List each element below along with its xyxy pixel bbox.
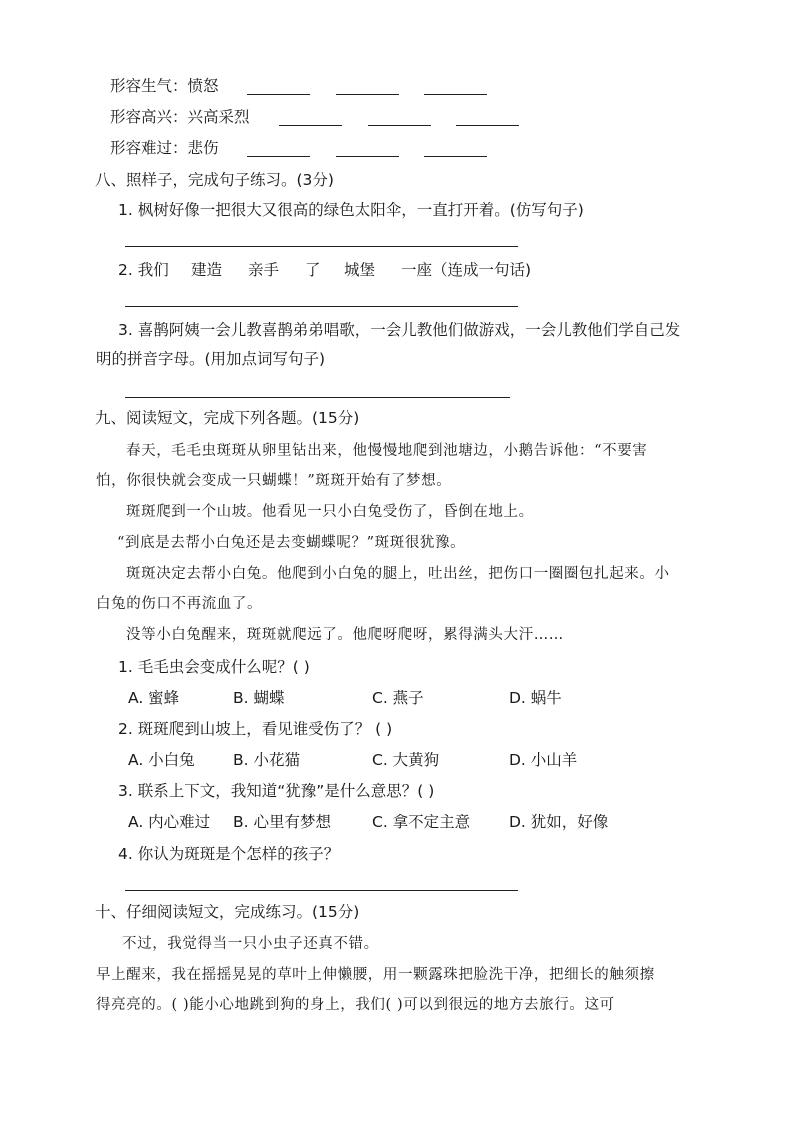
synonym-label: 形容难过：悲伤 xyxy=(110,139,219,157)
passage-line: 得亮亮的。( )能小心地跳到狗的身上，我们( )可以到很远的地方去旅行。这可 xyxy=(96,997,615,1013)
answer-line[interactable] xyxy=(125,397,510,398)
option-c[interactable]: C. 拿不定主意 xyxy=(372,813,471,831)
answer-blank[interactable] xyxy=(368,111,431,126)
answer-blank[interactable] xyxy=(336,142,399,157)
s8-question-2-word: 城堡 xyxy=(344,261,376,279)
s8-question-1: 1. 枫树好像一把很大又很高的绿色太阳伞，一直打开着。(仿写句子) xyxy=(118,201,584,219)
synonym-row-2 xyxy=(110,107,250,127)
option-a[interactable]: A. 蜜蜂 xyxy=(128,689,180,707)
answer-blank[interactable] xyxy=(247,142,310,157)
s9-question-1: 1. 毛毛虫会变成什么呢？( ) xyxy=(118,658,310,676)
passage-line: 怕，你很快就会变成一只蝴蝶！”斑斑开始有了梦想。 xyxy=(96,473,452,489)
passage-line: 早上醒来，我在摇摇晃晃的草叶上伸懒腰，用一颗露珠把脸洗干净，把细长的触须擦 xyxy=(96,967,655,983)
option-d[interactable]: D. 犹如，好像 xyxy=(509,813,609,831)
s9-question-4: 4. 你认为斑斑是个怎样的孩子？ xyxy=(118,845,340,863)
s8-question-3-line-1: 3. 喜鹊阿姨一会儿教喜鹊弟弟唱歌，一会儿教他们做游戏，一会儿教他们学自己发 xyxy=(118,321,681,339)
answer-line[interactable] xyxy=(125,246,518,247)
s8-question-3-line-2: 明的拼音字母。(用加点词写句子) xyxy=(96,350,326,368)
passage-line: 斑斑决定去帮小白兔。他爬到小白兔的腿上，吐出丝，把伤口一圈圈包扎起来。小 xyxy=(126,566,670,582)
s8-question-2-word: 了 xyxy=(305,261,321,279)
answer-blank[interactable] xyxy=(424,142,487,157)
passage-line: 白兔的伤口不再流血了。 xyxy=(96,596,263,612)
synonym-row-3 xyxy=(110,138,219,158)
option-d[interactable]: D. 小山羊 xyxy=(509,751,578,769)
passage-line: “到底是去帮小白兔还是去变蝴蝶呢？”斑斑很犹豫。 xyxy=(117,535,466,551)
section-10-title: 十、仔细阅读短文，完成练习。(15分) xyxy=(95,903,360,921)
answer-blank[interactable] xyxy=(279,111,342,126)
option-c[interactable]: C. 燕子 xyxy=(372,689,424,707)
answer-blank[interactable] xyxy=(456,111,519,126)
synonym-label: 形容高兴：兴高采烈 xyxy=(110,108,250,126)
section-8-title: 八、照样子，完成句子练习。(3分) xyxy=(95,171,334,189)
answer-line[interactable] xyxy=(125,306,518,307)
option-d[interactable]: D. 蜗牛 xyxy=(509,689,562,707)
option-b[interactable]: B. 小花猫 xyxy=(233,751,300,769)
passage-line: 斑斑爬到一个山坡。他看见一只小白兔受伤了，昏倒在地上。 xyxy=(126,504,534,520)
s8-question-2-word: 建造 xyxy=(191,261,223,279)
answer-blank[interactable] xyxy=(336,80,399,95)
synonym-row-1 xyxy=(110,76,219,96)
s8-question-2-word: 2. 我们 xyxy=(118,261,169,279)
answer-line[interactable] xyxy=(125,890,518,891)
answer-blank[interactable] xyxy=(424,80,487,95)
synonym-label: 形容生气：愤怒 xyxy=(110,77,219,95)
option-b[interactable]: B. 蝴蝶 xyxy=(233,689,285,707)
option-b[interactable]: B. 心里有梦想 xyxy=(233,813,331,831)
option-a[interactable]: A. 小白兔 xyxy=(128,751,195,769)
s9-question-3: 3. 联系上下文，我知道“犹豫”是什么意思？( ) xyxy=(118,782,435,800)
s8-question-2-word: 一座（连成一句话) xyxy=(401,261,532,279)
passage-line: 春天，毛毛虫斑斑从卵里钻出来，他慢慢地爬到池塘边，小鹅告诉他：“不要害 xyxy=(126,443,648,459)
s9-question-2: 2. 斑斑爬到山坡上，看见谁受伤了？ ( ) xyxy=(118,720,393,738)
section-9-title: 九、阅读短文，完成下列各题。(15分) xyxy=(95,409,360,427)
option-a[interactable]: A. 内心难过 xyxy=(128,813,211,831)
answer-blank[interactable] xyxy=(247,80,310,95)
passage-line: 没等小白兔醒来，斑斑就爬远了。他爬呀爬呀，累得满头大汗…… xyxy=(126,627,564,643)
s8-question-2-word: 亲手 xyxy=(248,261,280,279)
option-c[interactable]: C. 大黄狗 xyxy=(372,751,440,769)
passage-line: 不过，我觉得当一只小虫子还真不错。 xyxy=(122,936,379,952)
